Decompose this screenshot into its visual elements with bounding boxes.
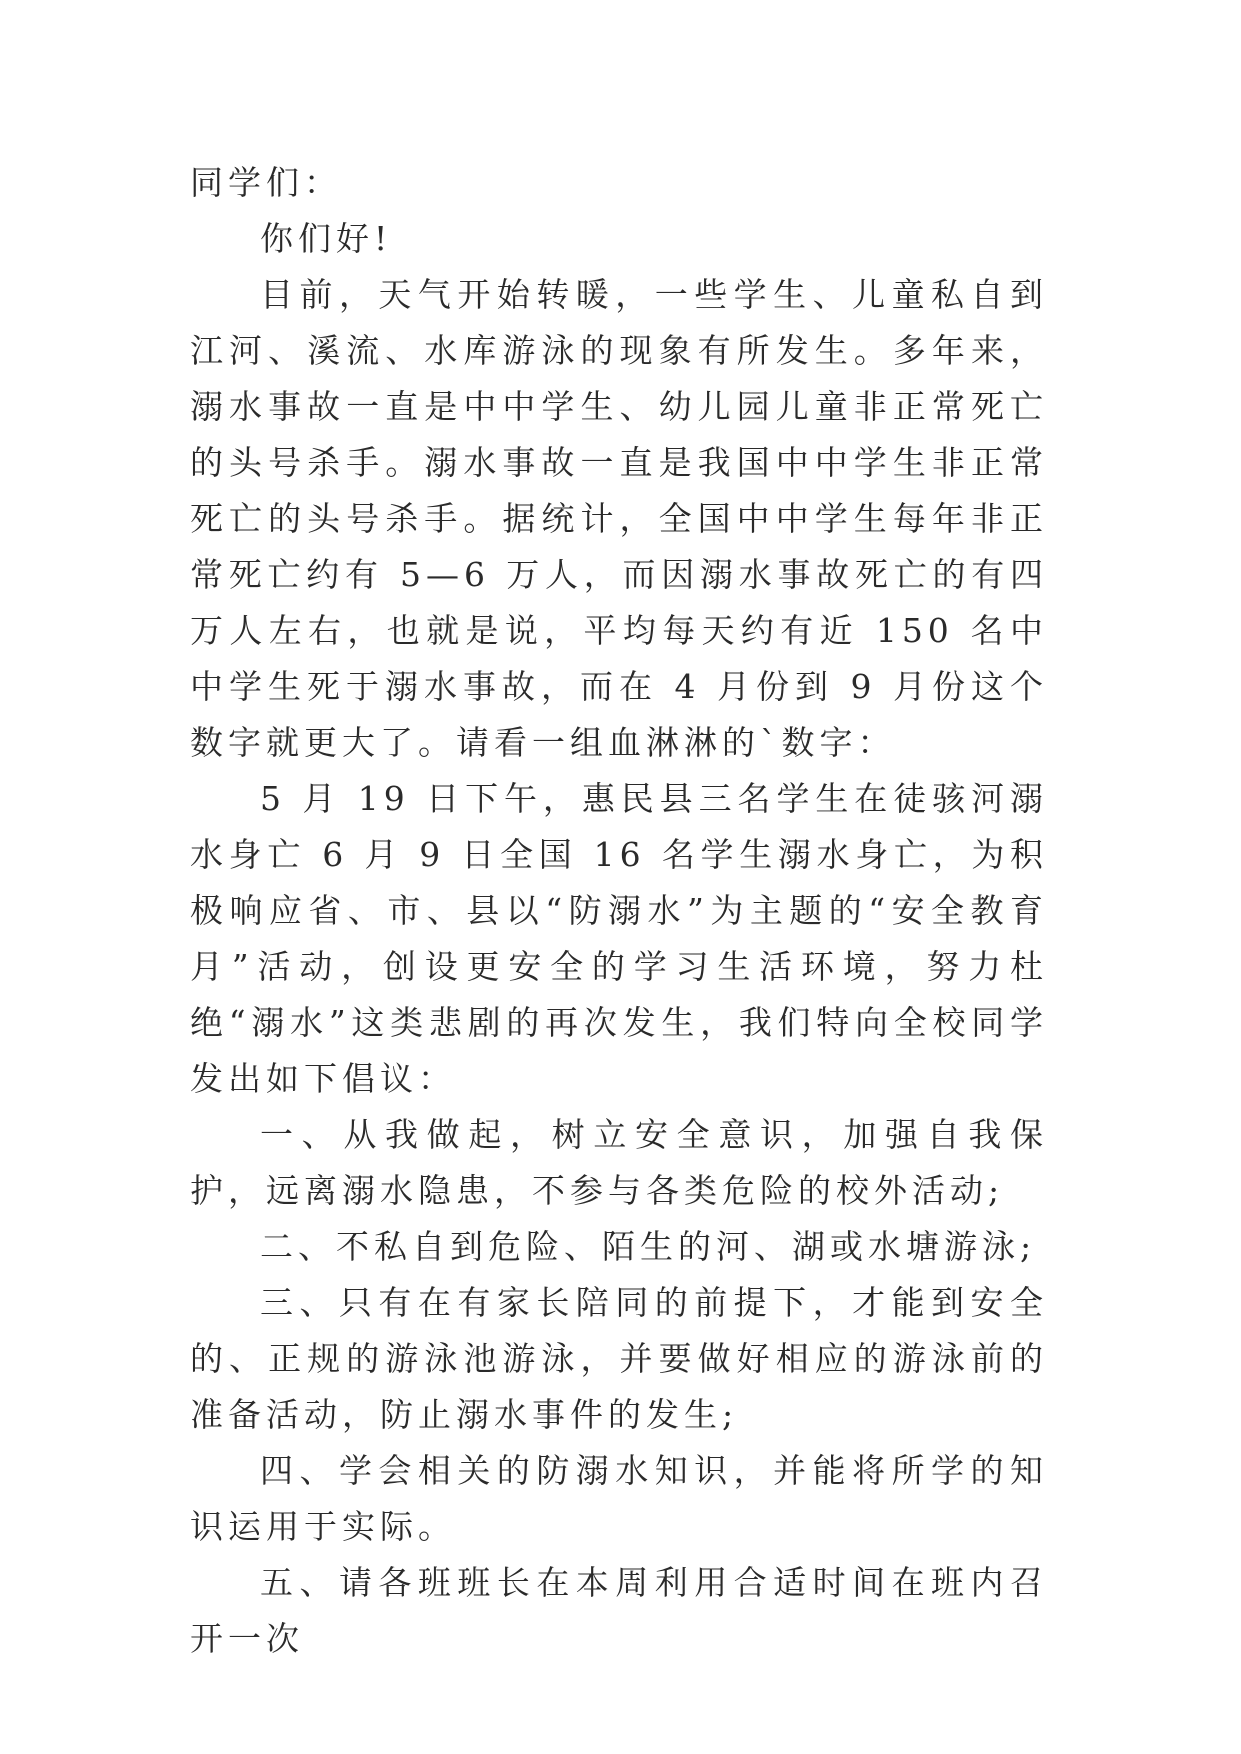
paragraph-item-3: 三、只有在有家长陪同的前提下，才能到安全的、正规的游泳池游泳，并要做好相应的游泳前的准备活动，防止溺水事件的发生; [190, 1283, 1048, 1434]
document-page [190, 155, 1048, 1667]
paragraph-intro: 目前，天气开始转暖，一些学生、儿童私自到江河、溪流、水库游泳的现象有所发生。多年来，溺水事故一直是中中学生、幼儿园儿童非正常死亡的头号杀手。溺水事故一直是我国中中学生非正常死亡的头号杀手。据统计，全国中中学生每年非正常死亡约有 5—6 万人，而因溺水事故死亡的有四万人左右，也就是说，平均每天约有近 150 名中中学生死于溺水事故，而在 4 月份到 9 月份这个数字就更大了。请看一组血淋淋的`数字： [190, 275, 1048, 762]
paragraph-item-5: 五、请各班班长在本周利用合适时间在班内召开一次 [190, 1563, 1048, 1658]
paragraph-item-1: 一、从我做起，树立安全意识，加强自我保护，远离溺水隐患，不参与各类危险的校外活动; [190, 1115, 1048, 1210]
greeting: 你们好! [260, 219, 393, 258]
paragraph-incident: 5 月 19 日下午，惠民县三名学生在徒骇河溺水身亡 6 月 9 日全国 16 名学生溺水身亡，为积极响应省、市、县以“防溺水”为主题的“安全教育月”活动，创设更安全的学习生活环境，努力杜绝“溺水”这类悲剧的再次发生，我们特向全校同学发出如下倡议： [190, 779, 1048, 1098]
paragraph-item-2: 二、不私自到危险、陌生的河、湖或水塘游泳; [260, 1227, 1037, 1266]
paragraph-item-4: 四、学会相关的防溺水知识，并能将所学的知识运用于实际。 [190, 1451, 1048, 1546]
salutation: 同学们： [190, 163, 342, 202]
